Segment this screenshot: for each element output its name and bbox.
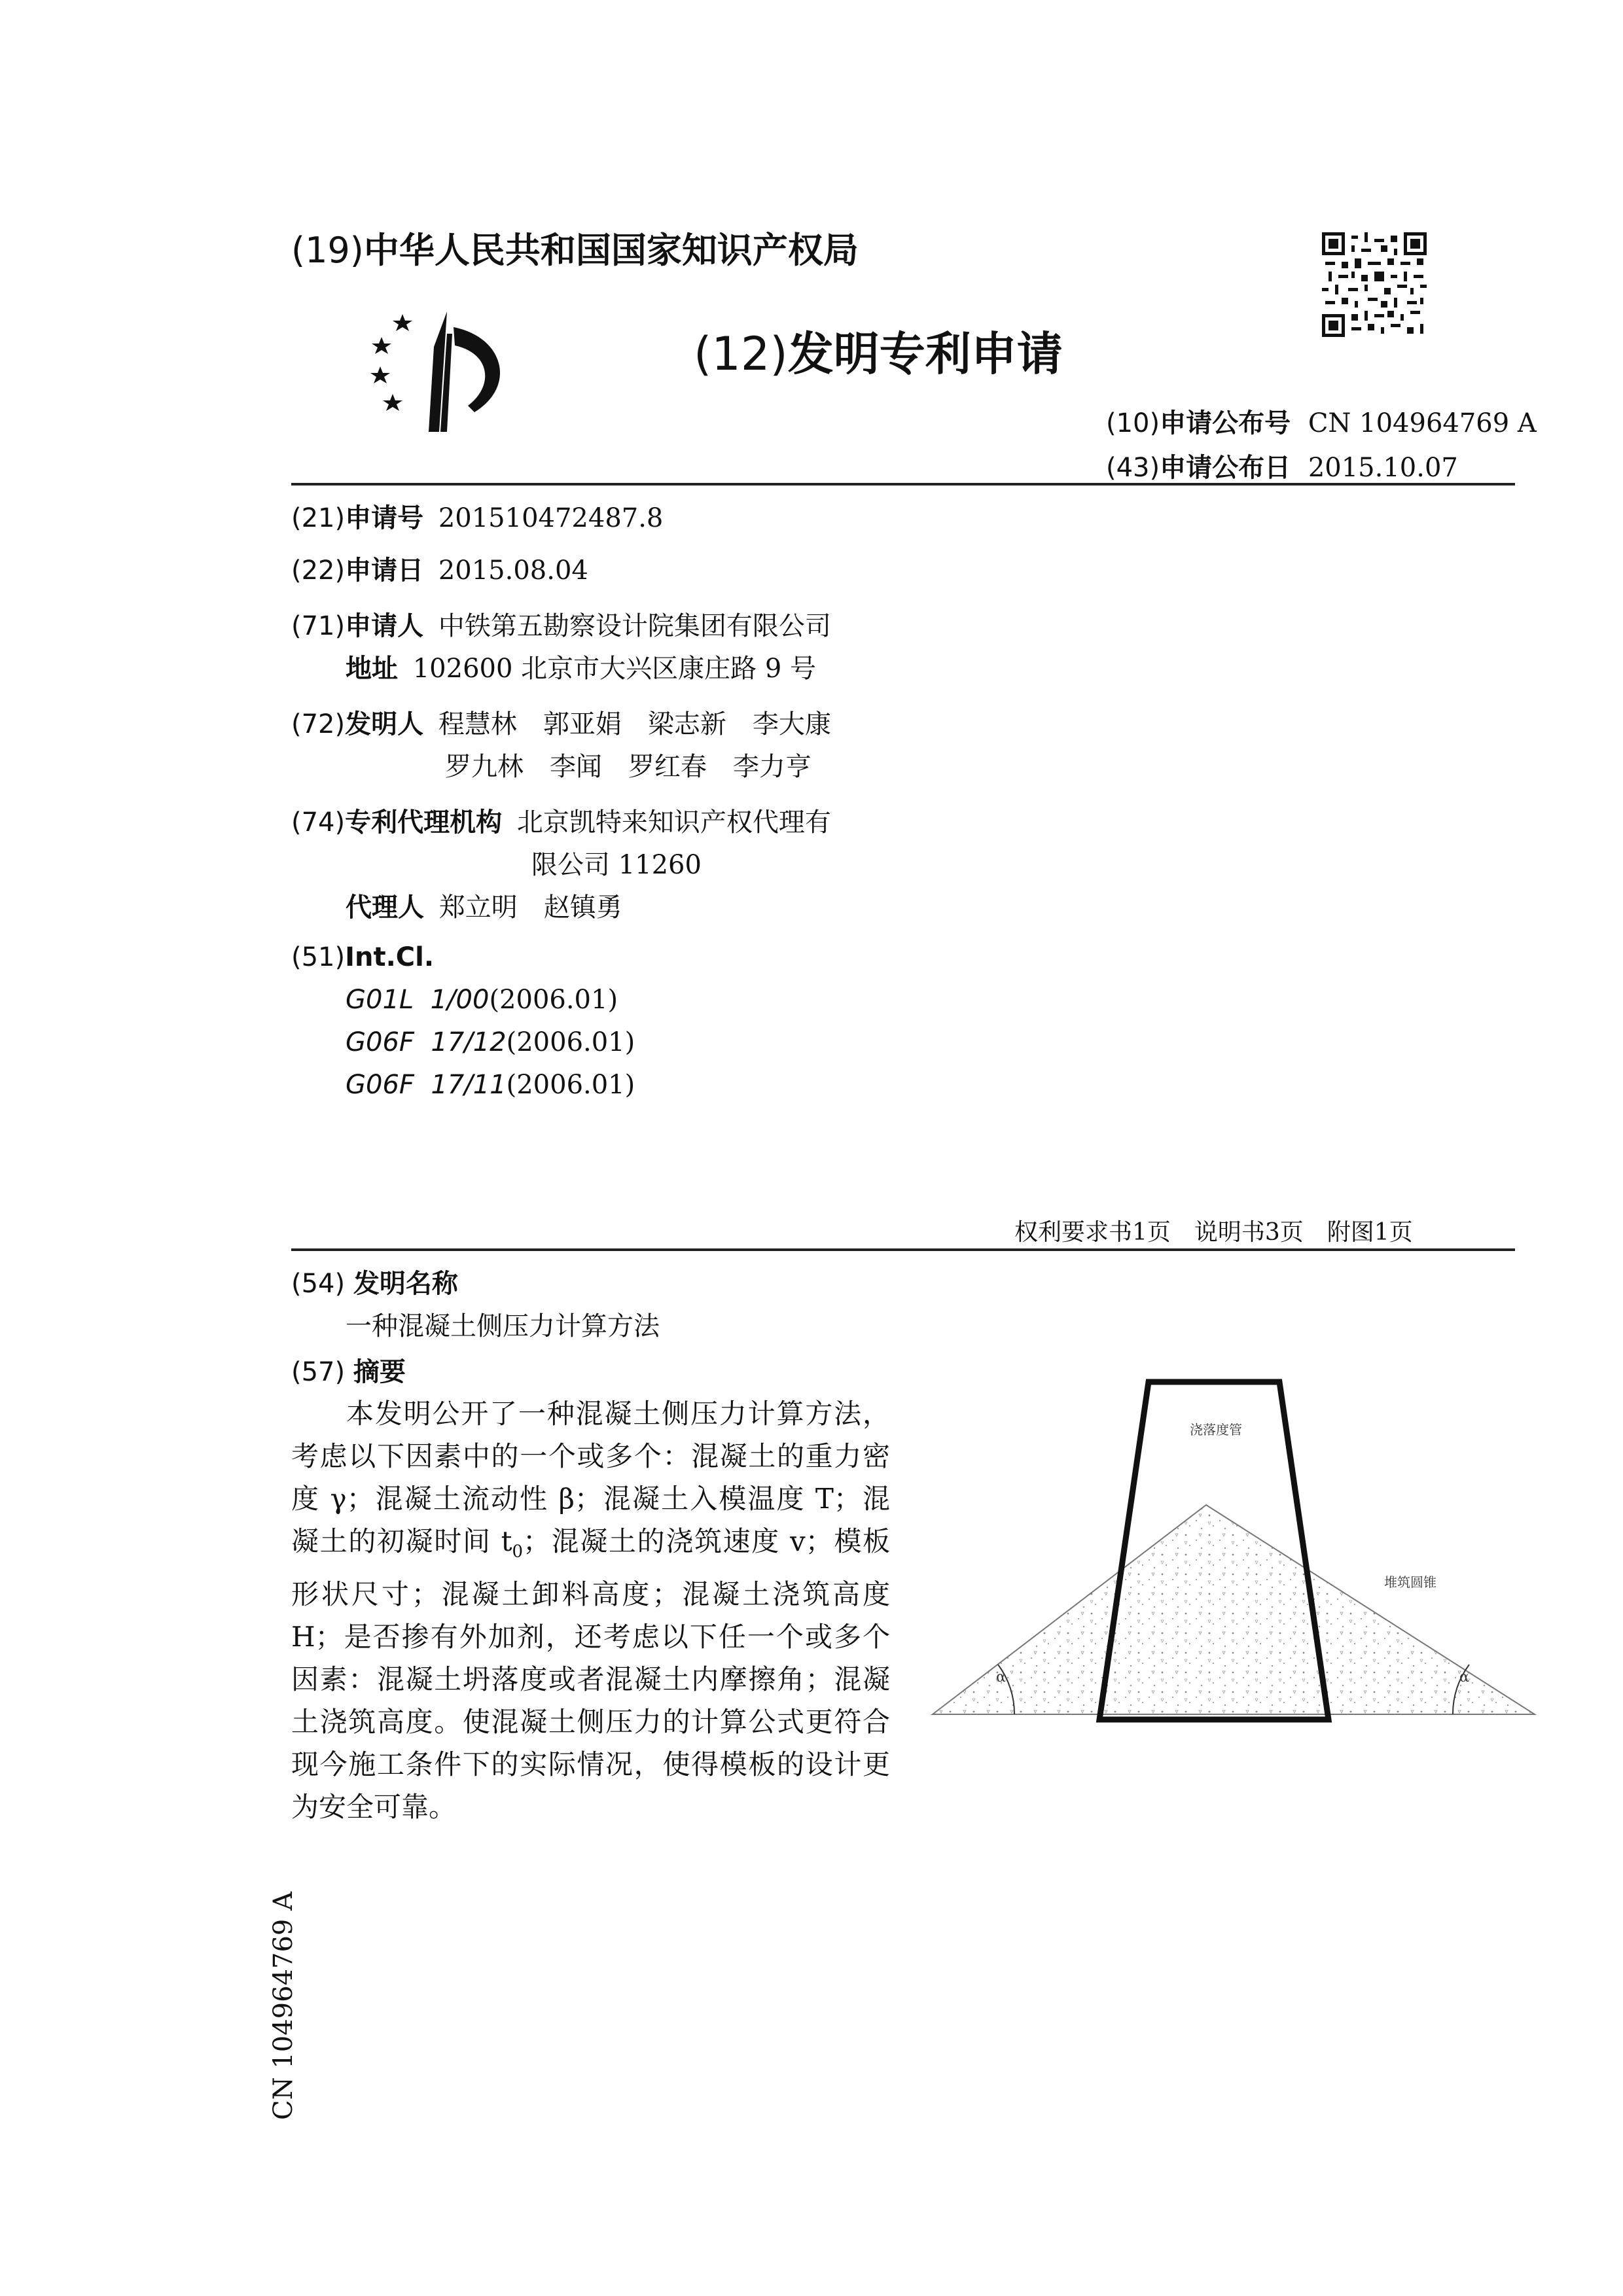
abstract-code: (57) [291,1357,346,1387]
agency-code: (74) [291,807,346,838]
invention-title: 一种混凝土侧压力计算方法 [346,1311,660,1341]
agency-label: 专利代理机构 [345,807,503,838]
app-no-value: 201510472487.8 [438,503,664,533]
abstract-body [291,1392,890,1828]
abstract-text-part1: 本发明公开了一种混凝土侧压力计算方法，考虑以下因素中的一个或多个：混凝土的重力密度 γ；混凝土流动性 β；混凝土入模温度 T；混凝土的初凝时间 t [291,1398,890,1557]
intcl-label: Int.Cl. [345,942,435,972]
publication-number [1106,402,1537,440]
abstract-figure [923,1374,1544,1740]
inventors-code: (72) [291,709,346,739]
office-header [291,222,859,273]
doc-type: 发明专利申请 [787,327,1063,381]
address-label: 地址 [346,654,398,684]
document-type [694,317,1063,383]
inventors-line1: 程慧林 郭亚娟 梁志新 李大康 [438,709,831,739]
page-counts: 权利要求书1页 说明书3页 附图1页 [1014,1219,1413,1246]
side-publication-number: CN 104964769 A [268,1892,298,2120]
app-date-value: 2015.08.04 [438,556,588,586]
pub-number-code: (10) [1106,408,1160,438]
intcl-code: (51) [291,942,346,972]
pub-number-label: 申请公布号 [1160,408,1291,438]
office-code: (19) [291,230,364,271]
int-cl [291,942,434,972]
applicant-code: (71) [291,611,346,641]
pub-date-code: (43) [1106,453,1160,483]
app-date-code: (22) [291,556,346,586]
agent [346,887,622,924]
applicant [291,605,831,643]
class-row [346,1027,635,1057]
abstract-label: 摘要 [353,1357,406,1387]
address-value: 102600 北京市大兴区康庄路 9 号 [412,654,817,684]
cnipa-logo [363,308,514,438]
inventors-line2: 罗九林 李闻 罗红春 李力亨 [445,752,812,782]
agent-value: 郑立明 赵镇勇 [438,892,622,923]
abstract-text [291,1392,890,1828]
address [346,648,816,685]
app-date-label: 申请日 [345,556,424,586]
class-row [346,1070,635,1100]
slump-cone-pile [933,1505,1535,1714]
application-date [291,550,588,587]
label-cone: 堆筑圆锥 [1384,1574,1436,1590]
abstract-subscript: 0 [512,1542,524,1562]
agency-line2: 限公司 11260 [531,850,702,880]
class-year: (2006.01) [506,1027,635,1057]
doc-type-code: (12) [694,327,788,381]
section-divider [291,1248,1515,1251]
class-code: G06F 17/11 [346,1070,507,1100]
applicant-value: 中铁第五勘察设计院集团有限公司 [438,611,831,641]
app-no-label: 申请号 [345,503,424,533]
applicant-label: 申请人 [345,611,424,641]
pub-date-value: 2015.10.07 [1308,453,1458,483]
label-slump-tube: 浇落度管 [1190,1422,1242,1438]
title-heading [291,1263,458,1300]
abstract-text-part2: ；混凝土的浇筑速度 v；模板形状尺寸；混凝土卸料高度；混凝土浇筑高度 H；是否掺有外加剂，还考虑以下任一个或多个因素：混凝土坍落度或者混凝土内摩擦角；混凝土浇筑高度。使混凝土侧压力的计算公式更符合现今施工条件下的实际情况，使得模板的设计更为安全可靠。 [291,1525,890,1824]
pub-number-value: CN 104964769 A [1308,408,1537,438]
angle-label-right: α [1459,1669,1469,1686]
patent-agency [291,802,831,839]
pub-date-label: 申请公布日 [1160,453,1291,483]
agency-line1: 北京凯特来知识产权代理有 [516,807,831,838]
class-row [346,985,618,1015]
title-code: (54) [291,1269,346,1299]
office-name: 中华人民共和国国家知识产权局 [363,230,859,271]
abstract-heading [291,1351,406,1388]
angle-label-left: α [996,1669,1006,1686]
header-divider [291,483,1515,486]
inventors [291,703,831,741]
inventors-label: 发明人 [345,709,424,739]
class-code: G01L 1/00 [346,985,490,1015]
publication-date [1106,447,1458,484]
class-code: G06F 17/12 [346,1027,507,1057]
title-label: 发明名称 [353,1269,458,1299]
app-no-code: (21) [291,503,346,533]
class-year: (2006.01) [489,985,618,1015]
agent-label: 代理人 [346,892,424,923]
application-number [291,497,663,535]
qr-code [1322,232,1427,337]
class-year: (2006.01) [506,1070,635,1100]
